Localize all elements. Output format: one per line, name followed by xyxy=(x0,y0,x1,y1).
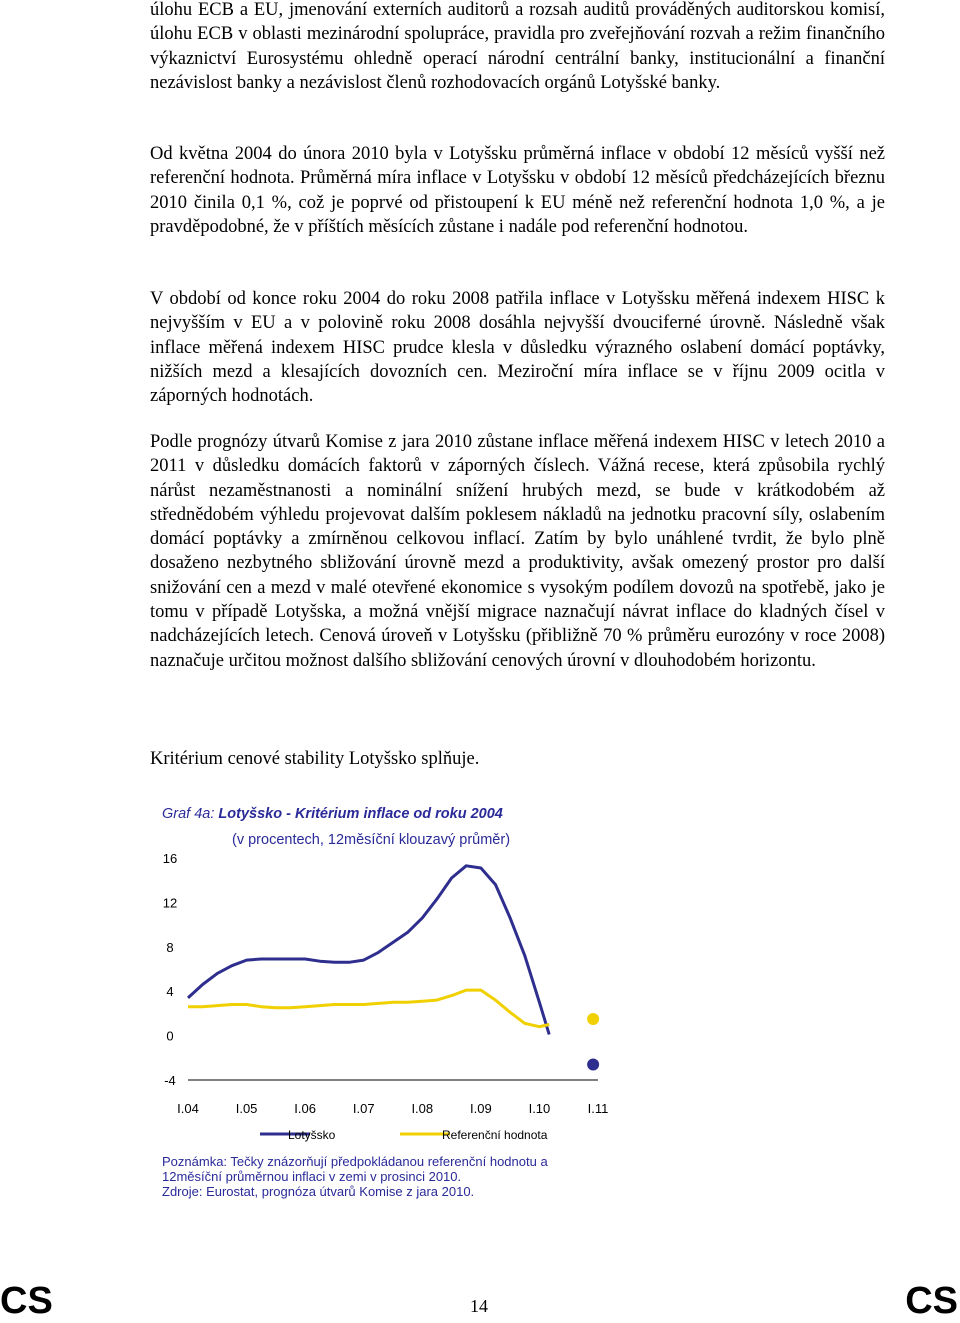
x-tick-label: I.10 xyxy=(528,1101,551,1116)
figure-title-text: Lotyšsko - Kritérium inflace od roku 2004 xyxy=(218,806,503,822)
figure-subtitle: (v procentech, 12měsíční klouzavý průměr) xyxy=(232,832,511,848)
x-tick-label: I.06 xyxy=(294,1101,316,1116)
series-line-lotyssko xyxy=(188,866,549,1035)
legend-label: Lotyšsko xyxy=(288,1128,336,1142)
figure-source: Zdroje: Eurostat, prognóza útvarů Komise z jara 2010. xyxy=(162,1184,475,1199)
projection-dot-reference xyxy=(587,1013,599,1025)
footer-lang-left: CS xyxy=(0,1280,53,1322)
paragraph-1: úlohu ECB a EU, jmenování externích auditorů a rozsah auditů prováděných auditorskou komisí, úlohu ECB v oblasti mezinárodní spolupráce, pravidla pro zveřejňování rozvah a režim finančního výkaznictví Eurosystému ohledně operací národní centrální banky, institucionální a finanční nezávislost banky a nezávislost členů rozhodovacích orgánů Lotyšské banky. xyxy=(150,0,885,93)
footer-lang-right: CS xyxy=(905,1280,958,1322)
inflation-chart xyxy=(150,840,610,1155)
y-tick-label: -4 xyxy=(164,1073,176,1088)
figure-note-line-2: 12měsíční průměrnou inflaci v zemi v prosinci 2010. xyxy=(162,1169,462,1184)
series-line-reference xyxy=(188,990,549,1027)
figure-label: Graf 4a: xyxy=(162,806,215,822)
figure-note-line-1: Poznámka: Tečky znázorňují předpokládanou referenční hodnotu a xyxy=(162,1154,548,1169)
x-tick-label: I.08 xyxy=(411,1101,434,1116)
y-tick-label: 0 xyxy=(166,1028,174,1044)
paragraph-3: V období od konce roku 2004 do roku 2008 patřila inflace v Lotyšsku měřená indexem HISC k nejvyšším v EU a v polovině roku 2008 dosáhla nejvyšší dvouciferné úrovně. Následně však inflace měřená indexem HISC prudce klesla v důsledku výrazného oslabení domácí poptávky, nižších mezd a klesajících dovozních cen. Meziroční míra inflace se v říjnu 2009 ocitla v záporných hodnotách. xyxy=(150,289,885,407)
y-tick-label: 4 xyxy=(166,984,174,1000)
y-tick-label: 12 xyxy=(162,895,178,911)
x-tick-label: I.04 xyxy=(177,1101,199,1116)
x-tick-label: I.07 xyxy=(352,1101,375,1116)
paragraph-4: Podle prognózy útvarů Komise z jara 2010 zůstane inflace měřená indexem HISC v letech 2010 a 2011 v důsledku domácích faktorů v záporných číslech. Vážná recese, která způsobila rychlý nárůst nezaměstnanosti a nominální snížení hrubých mezd, se bude v krátkodobém až střednědobém výhledu projevovat dalším poklesem nákladů na jednotku pracovní síly, oslabením domácí poptávky a zmírněnou celkovou inflací. Zatím by bylo unáhlené tvrdit, že bylo plně dosaženo nezbytného sbližování úrovně mezd a produktivity, avšak omezený prostor pro další snižování cen a mezd v malé otevřené ekonomice s vysokým podílem dovozů na spotřebě, jako je tomu v případě Lotyšska, a možná vnější migrace naznačují návrat inflace do kladných čísel v nadcházejících letech. Cenová úroveň v Lotyšsku (přibližně 70 % průměru eurozóny v roce 2008) naznačuje určitou možnost dalšího sbližování cenových úrovní v dlouhodobém horizontu. xyxy=(150,432,885,671)
paragraph-5: Kritérium cenové stability Lotyšsko splňuje. xyxy=(150,749,480,769)
projection-dot-lotyssko xyxy=(587,1058,599,1070)
legend-label: Referenční hodnota xyxy=(442,1128,548,1142)
x-tick-label: I.09 xyxy=(470,1101,492,1116)
page-number: 14 xyxy=(470,1296,488,1316)
x-tick-label: I.05 xyxy=(235,1101,258,1116)
y-tick-label: 16 xyxy=(162,851,178,866)
x-tick-label: I.11 xyxy=(587,1101,609,1116)
y-tick-label: 8 xyxy=(166,939,174,955)
figure-title xyxy=(162,806,503,822)
paragraph-2: Od května 2004 do února 2010 byla v Lotyšsku průměrná inflace v období 12 měsíců vyšší než referenční hodnota. Průměrná míra inflace v Lotyšsku v období 12 měsíců předcházejících březnu 2010 činila 0,1 %, což je poprvé od přistoupení k EU méně než referenční hodnota 1,0 %, a je pravděpodobné, že v příštích měsících zůstane i nadále pod referenční hodnotou. xyxy=(150,144,885,237)
